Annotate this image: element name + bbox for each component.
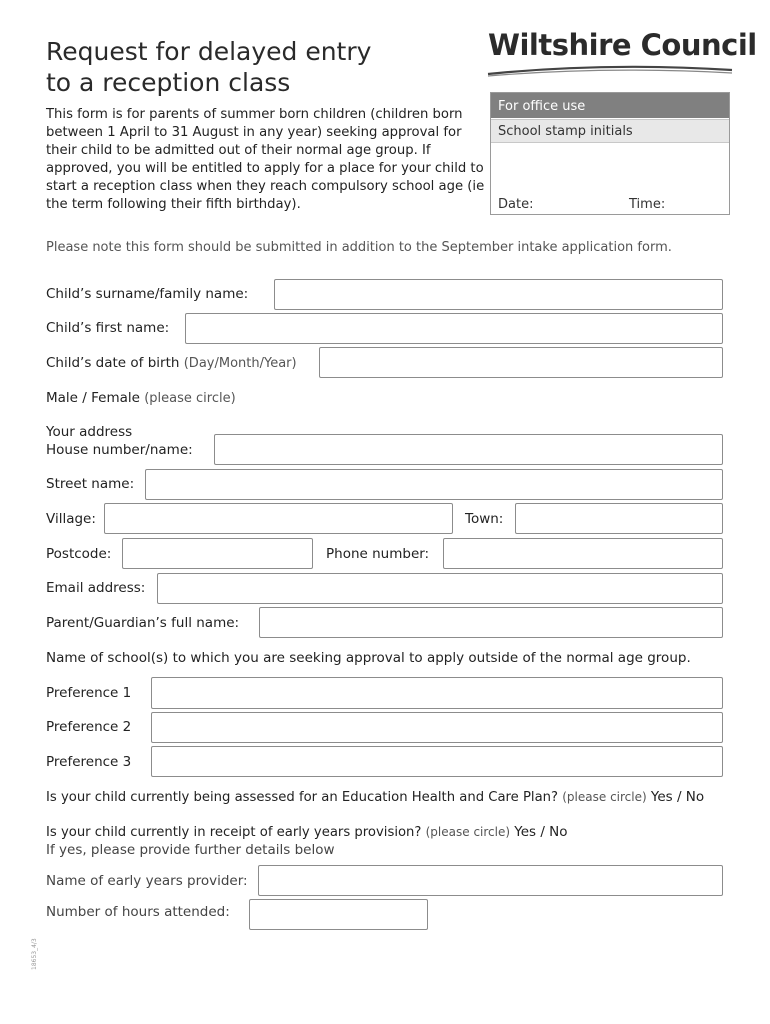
- title-line-2: to a reception class: [46, 68, 291, 97]
- office-date-label: Date:: [498, 197, 534, 212]
- ehcp-question-row: [46, 789, 704, 805]
- postcode-field[interactable]: [122, 538, 313, 569]
- postcode-label: Postcode:: [46, 546, 112, 562]
- dob-field[interactable]: [319, 347, 723, 378]
- preference-1-field[interactable]: [151, 677, 723, 709]
- village-label: Village:: [46, 511, 96, 527]
- gender-options[interactable]: Male / Female: [46, 390, 140, 406]
- town-field[interactable]: [515, 503, 723, 534]
- street-label: Street name:: [46, 476, 135, 492]
- house-label: House number/name:: [46, 442, 193, 458]
- title-line-1: Request for delayed entry: [46, 37, 372, 66]
- early-years-followup: If yes, please provide further details below: [46, 842, 335, 858]
- page-title: [46, 36, 371, 98]
- intro-text: This form is for parents of summer born children (children born between 1 April to 31 August in any year) seeking approval for their child to be admitted out of their normal age group. If approved, you will be entitled to apply for a place for your child to start a reception class when they reach compulsory school age (ie the term following their fifth birthday).: [46, 107, 485, 212]
- parent-name-field[interactable]: [259, 607, 723, 638]
- council-logo: [486, 28, 757, 80]
- hours-label: Number of hours attended:: [46, 904, 230, 920]
- preference-1-label: Preference 1: [46, 685, 132, 701]
- office-stamp-label: School stamp initials: [491, 119, 729, 143]
- first-name-label: Child’s first name:: [46, 320, 170, 336]
- house-field[interactable]: [214, 434, 723, 465]
- preference-2-field[interactable]: [151, 712, 723, 743]
- dob-label: [46, 355, 297, 371]
- provider-label: Name of early years provider:: [46, 873, 248, 889]
- preference-3-label: Preference 3: [46, 754, 132, 770]
- email-label: Email address:: [46, 580, 146, 596]
- preference-3-field[interactable]: [151, 746, 723, 777]
- dob-hint: (Day/Month/Year): [183, 356, 297, 371]
- office-time-label: Time:: [629, 197, 666, 212]
- phone-label: Phone number:: [326, 546, 430, 562]
- gender-label: [46, 390, 236, 406]
- submission-note: Please note this form should be submitted in addition to the September intake application form.: [46, 240, 672, 255]
- early-years-question-row: [46, 824, 568, 840]
- early-years-question: Is your child currently in receipt of early years provision?: [46, 825, 422, 840]
- form-reference-code: 18653_4/3: [31, 938, 38, 970]
- town-label: Town:: [465, 511, 504, 527]
- office-use-heading: For office use: [491, 93, 729, 118]
- surname-label: Child’s surname/family name:: [46, 286, 249, 302]
- first-name-field[interactable]: [185, 313, 723, 344]
- address-heading: Your address: [46, 424, 133, 440]
- gender-hint: (please circle): [144, 391, 236, 406]
- village-field[interactable]: [104, 503, 453, 534]
- email-field[interactable]: [157, 573, 723, 604]
- logo-swoosh-icon: [486, 64, 734, 78]
- preference-2-label: Preference 2: [46, 719, 132, 735]
- office-use-box: [490, 92, 730, 215]
- phone-field[interactable]: [443, 538, 723, 569]
- street-field[interactable]: [145, 469, 723, 500]
- schools-question: Name of school(s) to which you are seeking approval to apply outside of the normal age group.: [46, 650, 691, 666]
- provider-field[interactable]: [258, 865, 723, 896]
- surname-field[interactable]: [274, 279, 723, 310]
- parent-name-label: Parent/Guardian’s full name:: [46, 615, 240, 631]
- council-logo-text: Wiltshire Council: [488, 28, 757, 62]
- ehcp-question: Is your child currently being assessed for an Education Health and Care Plan?: [46, 790, 559, 805]
- early-years-hint: (please circle): [425, 825, 511, 839]
- early-years-yes-no[interactable]: Yes / No: [514, 824, 568, 840]
- dob-label-text: Child’s date of birth: [46, 355, 180, 371]
- hours-field[interactable]: [249, 899, 428, 930]
- ehcp-hint: (please circle): [562, 790, 647, 804]
- ehcp-yes-no[interactable]: Yes / No: [650, 789, 705, 805]
